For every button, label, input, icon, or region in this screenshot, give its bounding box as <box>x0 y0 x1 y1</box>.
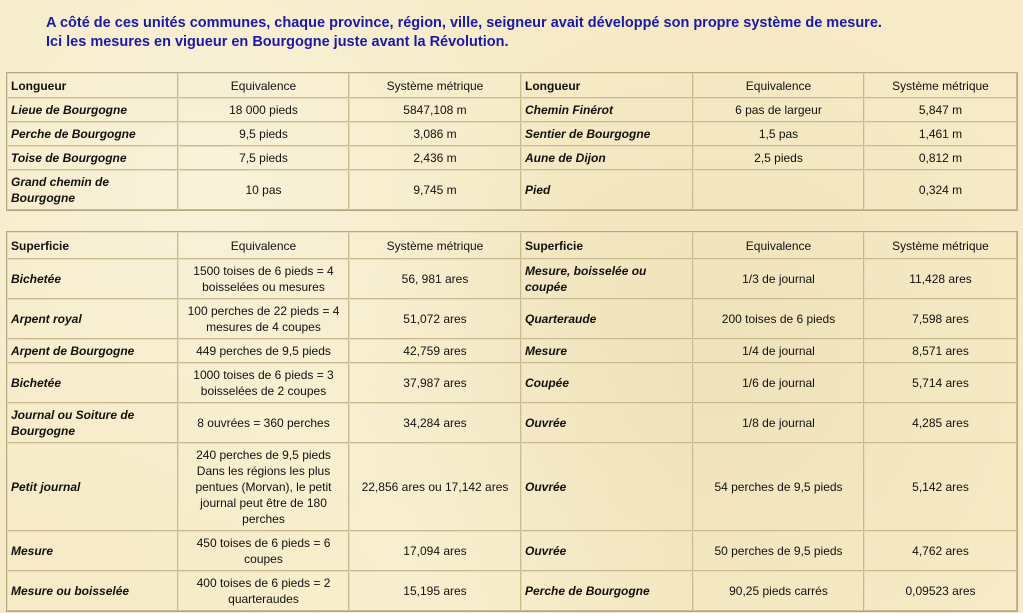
unit-name: Mesure ou boisselée <box>7 571 178 611</box>
unit-name: Perche de Bourgogne <box>521 571 693 611</box>
metric-cell: 37,987 ares <box>349 363 521 403</box>
table-row <box>7 443 1017 531</box>
equivalence-cell: 10 pas <box>178 170 349 210</box>
metric-cell: 0,09523 ares <box>864 571 1017 611</box>
equivalence-cell: 90,25 pieds carrés <box>693 571 864 611</box>
metric-cell: 4,762 ares <box>864 531 1017 571</box>
unit-name: Ouvrée <box>521 531 693 571</box>
metric-cell: 56, 981 ares <box>349 259 521 299</box>
table-row <box>7 299 1017 339</box>
equivalence-cell: 1/3 de journal <box>693 259 864 299</box>
table-row <box>7 259 1017 299</box>
table-row <box>7 122 1017 146</box>
equivalence-cell: 1/4 de journal <box>693 339 864 363</box>
intro-line-2: Ici les mesures en vigueur en Bourgogne juste avant la Révolution. <box>46 34 509 50</box>
equivalence-cell: 6 pas de largeur <box>693 98 864 122</box>
metric-cell: 0,324 m <box>864 170 1017 210</box>
table-row <box>7 339 1017 363</box>
metric-cell: 11,428 ares <box>864 259 1017 299</box>
unit-name: Mesure <box>7 531 178 571</box>
unit-name: Bichetée <box>7 363 178 403</box>
unit-name: Grand chemin de Bourgogne <box>7 170 178 210</box>
equivalence-cell: 1/8 de journal <box>693 403 864 443</box>
header-equivalence-right: Equivalence <box>693 232 864 259</box>
equivalence-cell: 400 toises de 6 pieds = 2 quarteraudes <box>178 571 349 611</box>
unit-name: Journal ou Soiture de Bourgogne <box>7 403 178 443</box>
unit-name: Petit journal <box>7 443 178 531</box>
table-row <box>7 531 1017 571</box>
header-metrique-right: Système métrique <box>864 73 1017 98</box>
intro-line-1: A côté de ces unités communes, chaque province, région, ville, seigneur avait développé son propre système de mesure. <box>46 15 882 31</box>
metric-cell: 2,436 m <box>349 146 521 170</box>
equivalence-cell: 18 000 pieds <box>178 98 349 122</box>
equivalence-cell: 7,5 pieds <box>178 146 349 170</box>
header-equivalence-left: Equivalence <box>178 232 349 259</box>
unit-name: Quarteraude <box>521 299 693 339</box>
equivalence-cell: 8 ouvrées = 360 perches <box>178 403 349 443</box>
header-superficie-left: Superficie <box>7 232 178 259</box>
unit-name: Bichetée <box>7 259 178 299</box>
unit-name: Pied <box>521 170 693 210</box>
equivalence-cell: 1,5 pas <box>693 122 864 146</box>
equivalence-cell: 240 perches de 9,5 pieds Dans les régions les plus pentues (Morvan), le petit journal peut être de 180 perches <box>178 443 349 531</box>
unit-name: Toise de Bourgogne <box>7 146 178 170</box>
equivalence-cell: 2,5 pieds <box>693 146 864 170</box>
metric-cell: 42,759 ares <box>349 339 521 363</box>
metric-cell: 5,847 m <box>864 98 1017 122</box>
unit-name: Mesure, boisselée ou coupée <box>521 259 693 299</box>
table-row <box>7 571 1017 611</box>
unit-name: Lieue de Bourgogne <box>7 98 178 122</box>
metric-cell: 34,284 ares <box>349 403 521 443</box>
unit-name: Perche de Bourgogne <box>7 122 178 146</box>
unit-name: Arpent de Bourgogne <box>7 339 178 363</box>
equivalence-cell: 1/6 de journal <box>693 363 864 403</box>
header-longueur-left: Longueur <box>7 73 178 98</box>
unit-name: Ouvrée <box>521 443 693 531</box>
equivalence-cell <box>693 170 864 210</box>
equivalence-cell: 50 perches de 9,5 pieds <box>693 531 864 571</box>
unit-name: Coupée <box>521 363 693 403</box>
table-row <box>7 403 1017 443</box>
unit-name: Chemin Finérot <box>521 98 693 122</box>
unit-name: Sentier de Bourgogne <box>521 122 693 146</box>
equivalence-cell: 54 perches de 9,5 pieds <box>693 443 864 531</box>
metric-cell: 5847,108 m <box>349 98 521 122</box>
metric-cell: 22,856 ares ou 17,142 ares <box>349 443 521 531</box>
superficie-table <box>6 231 1018 612</box>
metric-cell: 15,195 ares <box>349 571 521 611</box>
table-row <box>7 146 1017 170</box>
metric-cell: 7,598 ares <box>864 299 1017 339</box>
header-equivalence-right: Equivalence <box>693 73 864 98</box>
equivalence-cell: 1500 toises de 6 pieds = 4 boisselées ou mesures <box>178 259 349 299</box>
table-header-row <box>7 73 1017 98</box>
metric-cell: 0,812 m <box>864 146 1017 170</box>
table-row <box>7 363 1017 403</box>
equivalence-cell: 200 toises de 6 pieds <box>693 299 864 339</box>
equivalence-cell: 1000 toises de 6 pieds = 3 boisselées de 2 coupes <box>178 363 349 403</box>
unit-name: Mesure <box>521 339 693 363</box>
equivalence-cell: 100 perches de 22 pieds = 4 mesures de 4 coupes <box>178 299 349 339</box>
metric-cell: 1,461 m <box>864 122 1017 146</box>
unit-name: Aune de Dijon <box>521 146 693 170</box>
header-metrique-right: Système métrique <box>864 232 1017 259</box>
metric-cell: 17,094 ares <box>349 531 521 571</box>
metric-cell: 5,714 ares <box>864 363 1017 403</box>
table-row <box>7 170 1017 210</box>
header-superficie-right: Superficie <box>521 232 693 259</box>
table-header-row <box>7 232 1017 259</box>
unit-name: Arpent royal <box>7 299 178 339</box>
metric-cell: 8,571 ares <box>864 339 1017 363</box>
equivalence-cell: 450 toises de 6 pieds = 6 coupes <box>178 531 349 571</box>
metric-cell: 5,142 ares <box>864 443 1017 531</box>
unit-name: Ouvrée <box>521 403 693 443</box>
intro-text <box>46 14 1016 52</box>
equivalence-cell: 9,5 pieds <box>178 122 349 146</box>
longueur-table <box>6 72 1018 211</box>
header-equivalence-left: Equivalence <box>178 73 349 98</box>
metric-cell: 9,745 m <box>349 170 521 210</box>
table-row <box>7 98 1017 122</box>
header-longueur-right: Longueur <box>521 73 693 98</box>
header-metrique-left: Système métrique <box>349 73 521 98</box>
metric-cell: 4,285 ares <box>864 403 1017 443</box>
equivalence-cell: 449 perches de 9,5 pieds <box>178 339 349 363</box>
metric-cell: 3,086 m <box>349 122 521 146</box>
header-metrique-left: Système métrique <box>349 232 521 259</box>
metric-cell: 51,072 ares <box>349 299 521 339</box>
